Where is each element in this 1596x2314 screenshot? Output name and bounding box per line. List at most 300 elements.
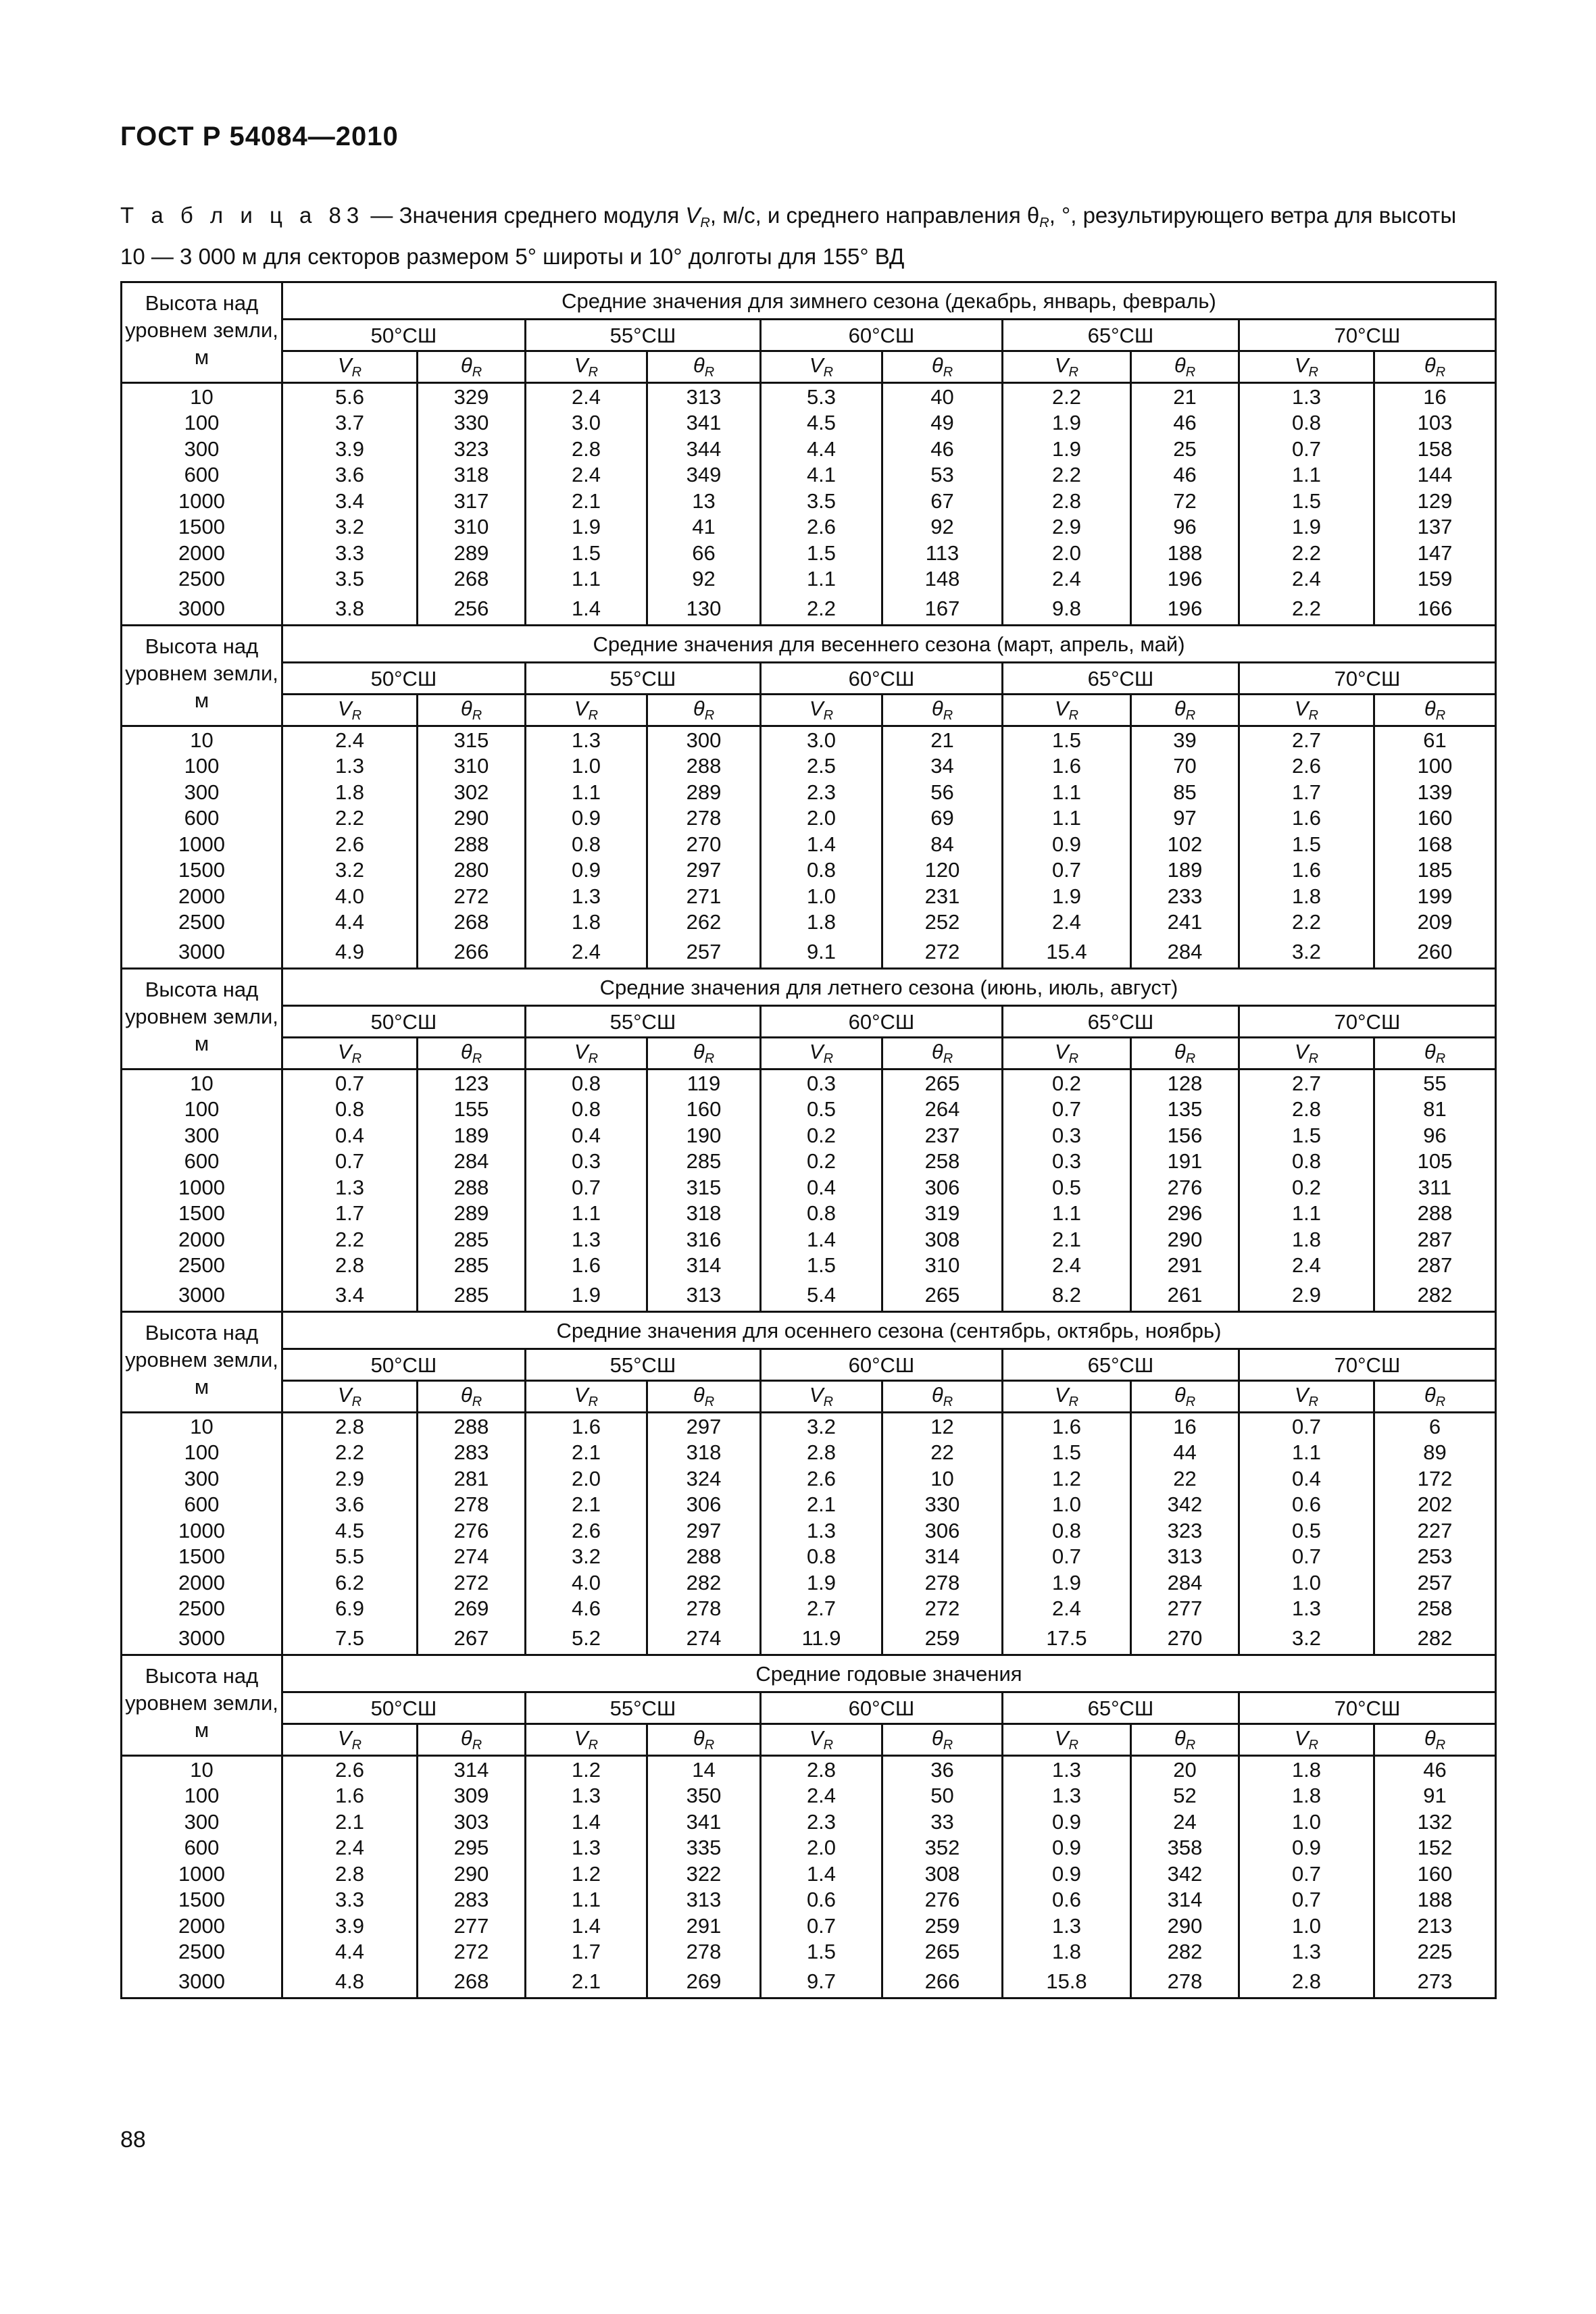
symbol-theta: θ [460, 1383, 472, 1407]
value-cell: 1.5 [1239, 1122, 1374, 1149]
height-cell: 600 [122, 462, 282, 488]
value-cell: 2.2 [1003, 462, 1131, 488]
symbol-v: V [1294, 1040, 1309, 1063]
value-cell: 0.3 [761, 1070, 882, 1097]
value-cell: 352 [882, 1835, 1003, 1861]
symbol-subscript: R [823, 1394, 834, 1409]
value-cell: 3.5 [761, 488, 882, 514]
value-cell: 2.2 [282, 1226, 418, 1253]
table-row [122, 935, 1496, 969]
table-row [122, 1097, 1496, 1123]
table-row [122, 1783, 1496, 1809]
symbol-subscript: R [1185, 1738, 1196, 1753]
value-cell: 123 [418, 1070, 526, 1097]
value-cell: 261 [1131, 1278, 1239, 1312]
table-row [122, 1440, 1496, 1466]
value-cell: 1.9 [1003, 1569, 1131, 1596]
value-cell: 3.7 [282, 410, 418, 436]
value-cell: 0.8 [526, 1070, 647, 1097]
symbol-subscript: R [943, 708, 953, 723]
value-cell: 3.3 [282, 1887, 418, 1913]
section-header-row [122, 969, 1496, 1006]
theta-r-header [647, 1381, 761, 1413]
vr-header [526, 351, 647, 383]
value-cell: 1.3 [1239, 1596, 1374, 1622]
theta-r-header [418, 1381, 526, 1413]
value-cell: 189 [1131, 857, 1239, 884]
table-row [122, 1939, 1496, 1965]
height-cell: 2500 [122, 1253, 282, 1279]
height-cell: 2500 [122, 1596, 282, 1622]
value-cell: 139 [1374, 779, 1496, 805]
value-cell: 2.1 [526, 1440, 647, 1466]
value-cell: 15.4 [1003, 935, 1131, 969]
vr-header [1003, 695, 1131, 726]
value-cell: 4.6 [526, 1596, 647, 1622]
value-cell: 318 [418, 462, 526, 488]
caption-symbol-theta: θ [1026, 203, 1040, 228]
value-cell: 1.9 [1003, 410, 1131, 436]
value-cell: 256 [418, 592, 526, 626]
value-cell: 0.8 [282, 1097, 418, 1123]
table-row [122, 1913, 1496, 1939]
value-cell: 55 [1374, 1070, 1496, 1097]
value-cell: 2.1 [761, 1492, 882, 1518]
value-cell: 172 [1374, 1465, 1496, 1492]
height-cell: 3000 [122, 1278, 282, 1312]
section-header-row [122, 626, 1496, 663]
value-cell: 5.6 [282, 383, 418, 410]
latitude-header: 70°СШ [1239, 1692, 1496, 1724]
symbol-theta: θ [460, 353, 472, 377]
height-cell: 600 [122, 805, 282, 832]
value-cell: 0.4 [1239, 1465, 1374, 1492]
value-cell: 102 [1131, 831, 1239, 857]
value-cell: 288 [418, 1174, 526, 1201]
theta-r-header [1131, 1038, 1239, 1070]
symbol-subscript: R [351, 708, 362, 723]
value-cell: 1.1 [761, 566, 882, 593]
value-cell: 1.9 [1003, 883, 1131, 909]
value-cell: 1.8 [761, 909, 882, 936]
value-cell: 1.8 [1239, 883, 1374, 909]
value-cell: 1.4 [526, 1809, 647, 1835]
value-cell: 1.5 [1003, 726, 1131, 753]
value-cell: 166 [1374, 592, 1496, 626]
caption-symbol-sub-theta: R [1039, 216, 1049, 230]
symbol-theta: θ [931, 1726, 943, 1750]
value-cell: 1.4 [761, 1226, 882, 1253]
value-cell: 276 [882, 1887, 1003, 1913]
value-cell: 2.4 [761, 1783, 882, 1809]
symbol-v: V [1294, 1383, 1309, 1407]
value-cell: 278 [647, 1939, 761, 1965]
value-cell: 69 [882, 805, 1003, 832]
table-caption [120, 199, 1482, 274]
value-cell: 1.7 [1239, 779, 1374, 805]
value-cell: 25 [1131, 436, 1239, 462]
value-cell: 3.4 [282, 1278, 418, 1312]
table-row [122, 1201, 1496, 1227]
height-cell: 2000 [122, 1913, 282, 1939]
latitude-header: 60°СШ [761, 320, 1003, 351]
table-row [122, 436, 1496, 462]
value-cell: 288 [647, 1544, 761, 1570]
value-cell: 277 [418, 1913, 526, 1939]
value-cell: 199 [1374, 883, 1496, 909]
symbol-theta: θ [1174, 1383, 1186, 1407]
table-row [122, 726, 1496, 753]
value-cell: 274 [418, 1544, 526, 1570]
value-cell: 308 [882, 1861, 1003, 1887]
value-cell: 46 [1374, 1756, 1496, 1783]
value-cell: 315 [418, 726, 526, 753]
value-cell: 2.9 [1239, 1278, 1374, 1312]
value-cell: 252 [882, 909, 1003, 936]
table-row [122, 488, 1496, 514]
value-cell: 0.9 [1003, 1835, 1131, 1861]
value-cell: 3.0 [761, 726, 882, 753]
value-cell: 0.3 [1003, 1122, 1131, 1149]
value-cell: 317 [418, 488, 526, 514]
table-row [122, 1569, 1496, 1596]
value-cell: 268 [418, 1965, 526, 1998]
height-cell: 2000 [122, 883, 282, 909]
value-cell: 1.8 [1239, 1756, 1374, 1783]
value-cell: 262 [647, 909, 761, 936]
value-cell: 46 [882, 436, 1003, 462]
value-cell: 0.6 [1239, 1492, 1374, 1518]
value-cell: 1.8 [282, 779, 418, 805]
value-cell: 1.3 [1239, 383, 1374, 410]
value-cell: 2.8 [282, 1253, 418, 1279]
theta-r-header [1374, 1038, 1496, 1070]
theta-r-header [647, 1038, 761, 1070]
value-cell: 1.4 [761, 1861, 882, 1887]
value-cell: 92 [647, 566, 761, 593]
value-cell: 0.8 [761, 1544, 882, 1570]
symbol-subscript: R [1068, 1738, 1079, 1753]
value-cell: 0.7 [1239, 1861, 1374, 1887]
value-cell: 2.2 [282, 805, 418, 832]
value-cell: 52 [1131, 1783, 1239, 1809]
symbol-v: V [1294, 1726, 1309, 1750]
value-cell: 330 [418, 410, 526, 436]
value-cell: 0.8 [761, 857, 882, 884]
value-cell: 1.6 [282, 1783, 418, 1809]
theta-r-header [882, 1381, 1003, 1413]
value-cell: 269 [418, 1596, 526, 1622]
symbol-subscript: R [704, 365, 715, 380]
value-cell: 303 [418, 1809, 526, 1835]
value-cell: 3.9 [282, 436, 418, 462]
value-cell: 1.2 [526, 1756, 647, 1783]
value-cell: 231 [882, 883, 1003, 909]
caption-label: Т а б л и ц а 83 [120, 203, 365, 228]
table-row [122, 1413, 1496, 1440]
vr-header [526, 1381, 647, 1413]
value-cell: 276 [418, 1517, 526, 1544]
vr-header [1003, 1038, 1131, 1070]
value-cell: 33 [882, 1809, 1003, 1835]
symbol-subscript: R [823, 365, 834, 380]
value-cell: 1.3 [282, 753, 418, 780]
value-cell: 2.8 [1003, 488, 1131, 514]
value-cell: 315 [647, 1174, 761, 1201]
symbol-subscript: R [1308, 1394, 1319, 1409]
value-cell: 1.3 [1003, 1783, 1131, 1809]
value-cell: 213 [1374, 1913, 1496, 1939]
value-cell: 2.8 [761, 1756, 882, 1783]
value-cell: 4.8 [282, 1965, 418, 1998]
value-cell: 0.2 [1003, 1070, 1131, 1097]
value-cell: 287 [1374, 1253, 1496, 1279]
symbol-v: V [1054, 697, 1069, 720]
value-cell: 2.5 [761, 753, 882, 780]
value-cell: 288 [418, 831, 526, 857]
value-cell: 290 [1131, 1913, 1239, 1939]
latitude-header: 65°СШ [1003, 1349, 1239, 1381]
value-cell: 2.7 [1239, 726, 1374, 753]
height-cell: 2500 [122, 1939, 282, 1965]
value-cell: 3.9 [282, 1913, 418, 1939]
height-cell: 600 [122, 1149, 282, 1175]
value-cell: 282 [1131, 1939, 1239, 1965]
value-cell: 3.2 [526, 1544, 647, 1570]
value-cell: 22 [1131, 1465, 1239, 1492]
symbol-v: V [1054, 353, 1069, 377]
symbol-theta: θ [1424, 353, 1436, 377]
value-cell: 2.7 [761, 1596, 882, 1622]
value-cell: 17.5 [1003, 1621, 1131, 1655]
theta-r-header [418, 695, 526, 726]
value-cell: 137 [1374, 514, 1496, 540]
value-cell: 130 [647, 592, 761, 626]
symbol-subscript: R [1185, 1394, 1196, 1409]
latitude-row [122, 1692, 1496, 1724]
value-cell: 1.9 [526, 514, 647, 540]
value-cell: 0.7 [761, 1913, 882, 1939]
value-cell: 0.2 [761, 1149, 882, 1175]
symbol-subscript: R [1068, 1394, 1079, 1409]
value-cell: 34 [882, 753, 1003, 780]
value-cell: 267 [418, 1621, 526, 1655]
latitude-header: 65°СШ [1003, 1006, 1239, 1038]
value-cell: 285 [647, 1149, 761, 1175]
value-cell: 258 [1374, 1596, 1496, 1622]
value-cell: 1.6 [1003, 1413, 1131, 1440]
symbol-theta: θ [693, 1726, 705, 1750]
value-cell: 1.1 [526, 1201, 647, 1227]
value-cell: 290 [1131, 1226, 1239, 1253]
value-cell: 297 [647, 1517, 761, 1544]
value-cell: 316 [647, 1226, 761, 1253]
value-cell: 265 [882, 1070, 1003, 1097]
symbol-subscript: R [1308, 708, 1319, 723]
value-cell: 295 [418, 1835, 526, 1861]
height-cell: 1500 [122, 1544, 282, 1570]
value-cell: 10 [882, 1465, 1003, 1492]
value-cell: 2.1 [1003, 1226, 1131, 1253]
symbol-subscript: R [472, 1394, 482, 1409]
value-cell: 289 [418, 1201, 526, 1227]
height-cell: 2000 [122, 1226, 282, 1253]
value-cell: 313 [647, 1887, 761, 1913]
table-row [122, 753, 1496, 780]
height-cell: 1000 [122, 1861, 282, 1887]
section-title: Средние значения для весеннего сезона (март, апрель, май) [282, 626, 1496, 663]
height-cell: 1500 [122, 514, 282, 540]
value-cell: 341 [647, 410, 761, 436]
value-cell: 2.8 [282, 1861, 418, 1887]
symbol-theta: θ [1424, 1726, 1436, 1750]
value-cell: 0.8 [761, 1201, 882, 1227]
latitude-header: 70°СШ [1239, 1006, 1496, 1038]
symbol-subscript: R [472, 1738, 482, 1753]
value-cell: 358 [1131, 1835, 1239, 1861]
value-cell: 253 [1374, 1544, 1496, 1570]
value-cell: 2.4 [526, 935, 647, 969]
latitude-header: 50°СШ [282, 1349, 526, 1381]
value-cell: 313 [647, 1278, 761, 1312]
symbol-subscript: R [472, 708, 482, 723]
value-cell: 3.2 [1239, 935, 1374, 969]
value-cell: 281 [418, 1465, 526, 1492]
value-cell: 341 [647, 1809, 761, 1835]
latitude-header: 50°СШ [282, 663, 526, 695]
value-cell: 103 [1374, 410, 1496, 436]
value-cell: 1.5 [526, 540, 647, 566]
value-cell: 155 [418, 1097, 526, 1123]
value-cell: 5.5 [282, 1544, 418, 1570]
symbol-subscript: R [351, 1738, 362, 1753]
value-cell: 278 [647, 1596, 761, 1622]
value-cell: 310 [418, 514, 526, 540]
value-cell: 272 [418, 1569, 526, 1596]
latitude-header: 55°СШ [526, 1692, 761, 1724]
value-cell: 66 [647, 540, 761, 566]
value-cell: 335 [647, 1835, 761, 1861]
value-cell: 2.1 [526, 1492, 647, 1518]
table-row [122, 1835, 1496, 1861]
latitude-header: 50°СШ [282, 1692, 526, 1724]
value-cell: 1.3 [526, 1783, 647, 1809]
theta-r-header [882, 1724, 1003, 1756]
symbol-theta: θ [1424, 1383, 1436, 1407]
symbol-subscript: R [943, 1394, 953, 1409]
value-cell: 2.2 [1003, 383, 1131, 410]
symbol-theta: θ [931, 697, 943, 720]
value-cell: 21 [1131, 383, 1239, 410]
theta-r-header [647, 351, 761, 383]
value-cell: 1.4 [761, 831, 882, 857]
latitude-header: 70°СШ [1239, 663, 1496, 695]
value-cell: 0.5 [1239, 1517, 1374, 1544]
vr-header [282, 1724, 418, 1756]
symbol-v: V [1294, 353, 1309, 377]
symbol-subscript: R [704, 1051, 715, 1066]
page-number: 88 [120, 2127, 146, 2153]
value-cell: 1.1 [1239, 462, 1374, 488]
value-cell: 289 [418, 540, 526, 566]
value-cell: 188 [1374, 1887, 1496, 1913]
height-cell: 100 [122, 1440, 282, 1466]
symbol-subscript: R [1435, 365, 1446, 380]
height-cell: 1000 [122, 1517, 282, 1544]
theta-r-header [418, 1038, 526, 1070]
value-cell: 283 [418, 1887, 526, 1913]
value-cell: 283 [418, 1440, 526, 1466]
value-cell: 148 [882, 566, 1003, 593]
height-column-header: Высота над уровнем земли, м [122, 1655, 282, 1756]
value-cell: 288 [647, 753, 761, 780]
value-cell: 270 [647, 831, 761, 857]
value-cell: 0.2 [1239, 1174, 1374, 1201]
height-cell: 10 [122, 1413, 282, 1440]
value-cell: 314 [418, 1756, 526, 1783]
theta-r-header [418, 1724, 526, 1756]
value-cell: 306 [882, 1174, 1003, 1201]
value-cell: 227 [1374, 1517, 1496, 1544]
value-cell: 70 [1131, 753, 1239, 780]
value-cell: 0.9 [1239, 1835, 1374, 1861]
value-cell: 147 [1374, 540, 1496, 566]
value-cell: 0.7 [1239, 1544, 1374, 1570]
symbol-v: V [809, 1726, 824, 1750]
value-cell: 2.2 [1239, 909, 1374, 936]
value-cell: 156 [1131, 1122, 1239, 1149]
symbol-v: V [574, 1383, 589, 1407]
caption-symbol-sub-v: R [700, 216, 710, 230]
value-cell: 1.5 [761, 1939, 882, 1965]
value-cell: 0.7 [1003, 857, 1131, 884]
value-cell: 2.0 [761, 805, 882, 832]
table-row [122, 1809, 1496, 1835]
symbol-v: V [337, 353, 352, 377]
value-cell: 0.5 [761, 1097, 882, 1123]
value-cell: 308 [882, 1226, 1003, 1253]
value-cell: 2.6 [282, 831, 418, 857]
symbol-v: V [809, 697, 824, 720]
value-cell: 297 [647, 1413, 761, 1440]
symbol-theta: θ [693, 697, 705, 720]
table-row [122, 540, 1496, 566]
value-cell: 1.6 [526, 1413, 647, 1440]
value-cell: 302 [418, 779, 526, 805]
value-cell: 135 [1131, 1097, 1239, 1123]
symbol-v: V [1294, 697, 1309, 720]
height-cell: 100 [122, 410, 282, 436]
height-cell: 1500 [122, 1887, 282, 1913]
value-cell: 344 [647, 436, 761, 462]
theta-r-header [1131, 1381, 1239, 1413]
value-cell: 265 [882, 1278, 1003, 1312]
value-cell: 1.0 [1239, 1809, 1374, 1835]
document-code: ГОСТ Р 54084—2010 [120, 122, 399, 151]
symbol-theta: θ [1174, 353, 1186, 377]
latitude-header: 55°СШ [526, 663, 761, 695]
value-cell: 4.4 [761, 436, 882, 462]
value-cell: 278 [418, 1492, 526, 1518]
value-cell: 53 [882, 462, 1003, 488]
table-row [122, 805, 1496, 832]
vr-header [526, 1724, 647, 1756]
value-cell: 2.2 [1239, 592, 1374, 626]
latitude-header: 60°СШ [761, 1006, 1003, 1038]
symbol-subscript: R [588, 1394, 599, 1409]
table-row [122, 857, 1496, 884]
theta-r-header [1131, 351, 1239, 383]
